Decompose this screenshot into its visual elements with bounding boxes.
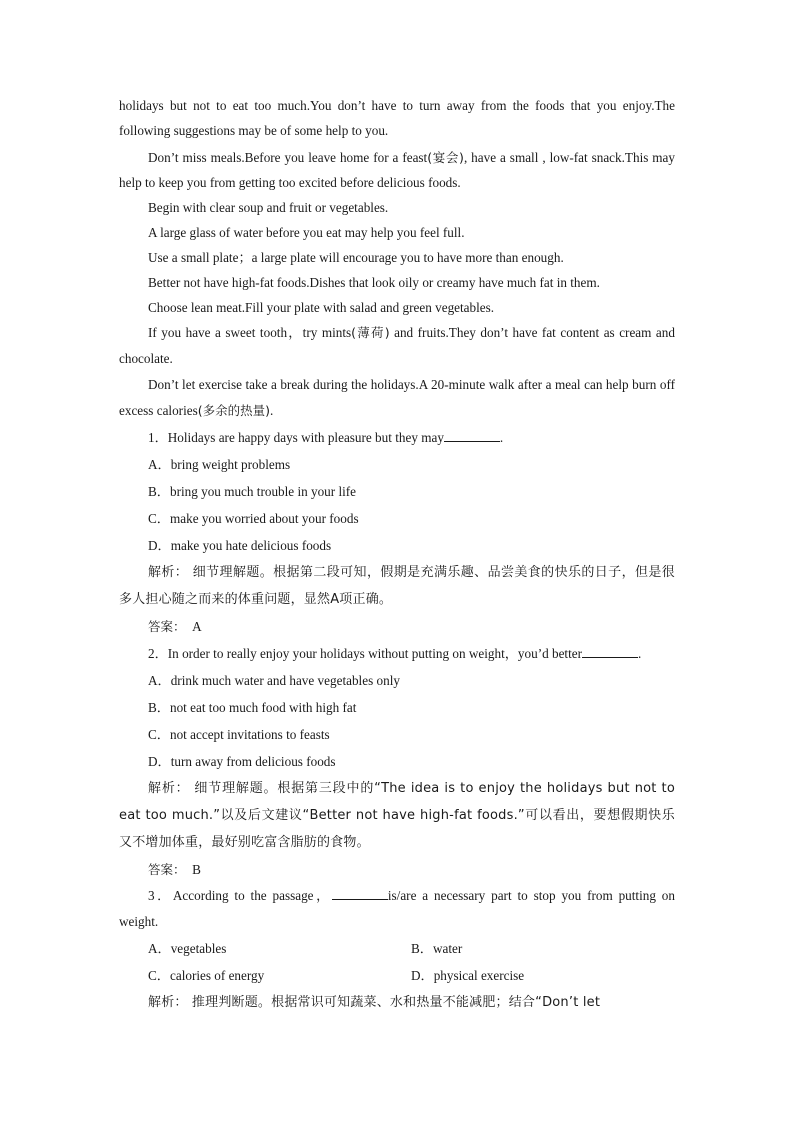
question-3-analysis: 解析： 推理判断题。根据常识可知蔬菜、水和热量不能减肥；结合“Don’t let <box>148 995 601 1010</box>
question-3-options-row-1 <box>119 935 675 962</box>
passage-paragraph-7: Choose lean meat.Fill your plate with salad and green vegetables. <box>148 300 495 315</box>
answer-blank <box>332 887 388 900</box>
question-2-option-d: D．turn away from delicious foods <box>148 754 336 769</box>
passage-text: Don’t miss meals.Before you leave home for a feast <box>148 150 428 165</box>
question-1-option-b: B．bring you much trouble in your life <box>148 484 357 499</box>
passage-text: If you have a sweet tooth，try mints <box>148 325 352 340</box>
question-1-option-a: A．bring weight problems <box>148 457 291 472</box>
passage-paragraph-6: Better not have high-fat foods.Dishes that look oily or creamy have much fat in them. <box>148 275 600 290</box>
page-content <box>119 93 675 1016</box>
question-text: 2．In order to really enjoy your holidays without putting on weight，you’d better <box>148 646 583 661</box>
passage-paragraph-8 <box>119 320 675 372</box>
passage-paragraph-3: Begin with clear soup and fruit or vegetables. <box>148 200 389 215</box>
passage-paragraph-5: Use a small plate；a large plate will encourage you to have more than enough. <box>148 250 564 265</box>
passage-paragraph-9 <box>119 372 675 424</box>
question-2-option-a: A．drink much water and have vegetables only <box>148 673 400 688</box>
question-2-option-c: C．not accept invitations to feasts <box>148 727 330 742</box>
question-text: is/are a necessary part to stop you from putting on weight. <box>119 888 675 929</box>
chinese-gloss: (宴会) <box>427 150 464 165</box>
question-3-option-b: B．water <box>411 941 463 956</box>
question-3-option-a: A．vegetables <box>148 941 227 956</box>
question-1-stem <box>119 424 675 451</box>
question-3-option-d: D．physical exercise <box>411 968 525 983</box>
passage-paragraph-1: holidays but not to eat too much.You don’t have to turn away from the foods that you enjoy.The following suggestions may be of some help to you. <box>119 98 675 138</box>
question-3-stem <box>119 883 675 935</box>
question-3-option-c: C．calories of energy <box>148 968 265 983</box>
question-1-option-c: C．make you worried about your foods <box>148 511 359 526</box>
question-text: . <box>638 646 642 661</box>
question-1-answer <box>119 613 675 640</box>
answer-blank <box>582 645 638 658</box>
question-2-option-b: B．not eat too much food with high fat <box>148 700 357 715</box>
passage-paragraph-4: A large glass of water before you eat may help you feel full. <box>148 225 465 240</box>
question-2-analysis: 解析： 细节理解题。根据第三段中的“The idea is to enjoy the holidays but not to eat too much.”以及后文建议“Better not have high-fat foods.”可以看出，要想假期快乐又不增加体重，最好别吃富含脂肪的食物。 <box>119 781 675 850</box>
question-text: 1．Holidays are happy days with pleasure but they may <box>148 430 444 445</box>
question-text: 3．According to the passage， <box>148 888 332 903</box>
question-text: . <box>499 430 504 445</box>
passage-text: Don’t let exercise take a break during the holidays.A 20-minute walk after a meal can help burn off excess calories <box>119 377 675 418</box>
chinese-gloss: (薄荷) <box>351 325 390 340</box>
question-3-options-row-2 <box>119 962 675 989</box>
answer-label: 答案： <box>148 862 186 877</box>
question-2-answer <box>119 856 675 883</box>
answer-label: 答案： <box>148 619 186 634</box>
passage-text: , have a small , low-fat snack.This may help to keep you from getting too excited before delicious foods. <box>119 150 676 190</box>
passage-paragraph-2 <box>119 145 675 195</box>
question-2-stem <box>119 640 675 667</box>
passage-text: . <box>270 403 274 418</box>
question-1-analysis: 解析： 细节理解题。根据第二段可知，假期是充满乐趣、品尝美食的快乐的日子，但是很多人担心随之而来的体重问题，显然A项正确。 <box>119 565 675 607</box>
chinese-gloss: (多余的热量) <box>197 403 270 418</box>
answer-value: B <box>192 862 201 877</box>
passage-text: and fruits.They don’t have fat content as cream and chocolate. <box>119 325 675 366</box>
answer-value: A <box>192 619 202 634</box>
question-1-option-d: D．make you hate delicious foods <box>148 538 332 553</box>
answer-blank <box>444 429 500 442</box>
